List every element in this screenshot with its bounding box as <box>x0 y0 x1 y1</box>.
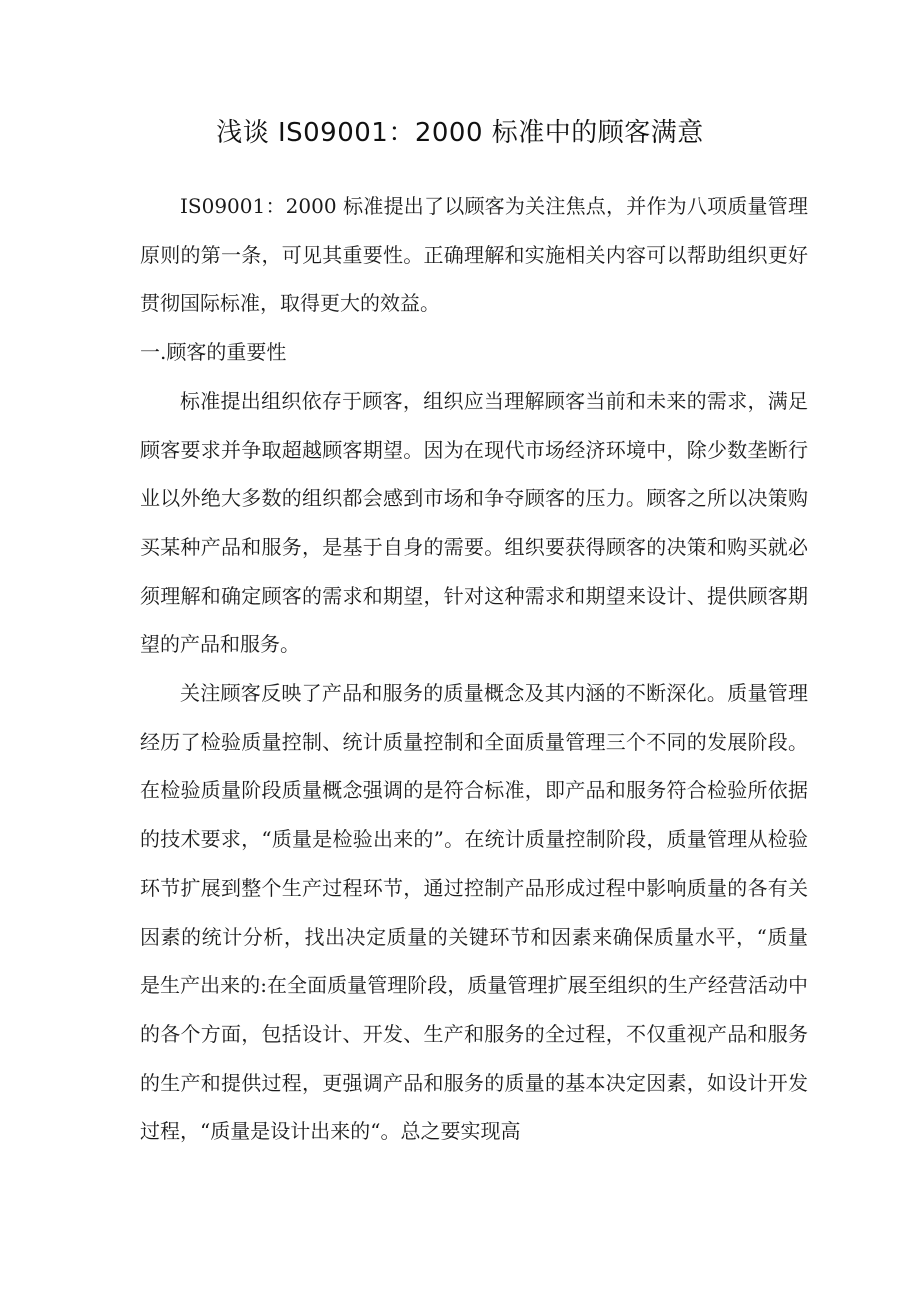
section-heading-1: 一.顾客的重要性 <box>140 340 287 365</box>
body-paragraph-2: 标准提出组织依存于顾客，组织应当理解顾客当前和未来的需求，满足顾客要求并争取超越顾客期望。因为在现代市场经济环境中，除少数垄断行业以外绝大多数的组织都会感到市场和争夺顾客的压力。顾客之所以决策购买某种产品和服务，是基于自身的需要。组织要获得顾客的决策和购买就必须理解和确定顾客的需求和期望，针对这种需求和期望来设计、提供顾客期望的产品和服务。 <box>140 388 808 657</box>
body-paragraph-1: IS09001：2000 标准提出了以顾客为关注焦点，并作为八项质量管理原则的第一条，可见其重要性。正确理解和实施相关内容可以帮助组织更好贯彻国际标准，取得更大的效益。 <box>140 194 808 316</box>
document-title: 浅谈 IS09001：2000 标准中的顾客满意 <box>216 118 704 148</box>
body-paragraph-3: 关注顾客反映了产品和服务的质量概念及其内涵的不断深化。质量管理经历了检验质量控制、统计质量控制和全面质量管理三个不同的发展阶段。在检验质量阶段质量概念强调的是符合标准，即产品和服务符合检验所依据的技术要求，“质量是检验出来的”。在统计质量控制阶段，质量管理从检验环节扩展到整个生产过程环节，通过控制产品形成过程中影响质量的各有关因素的统计分析，找出决定质量的关键环节和因素来确保质量水平，“质量是生产出来的:在全面质量管理阶段，质量管理扩展至组织的生产经营活动中的各个方面，包括设计、开发、生产和服务的全过程，不仅重视产品和服务的生产和提供过程，更强调产品和服务的质量的基本决定因素，如设计开发过程，“质量是设计出来的“。总之要实现高 <box>140 681 808 1144</box>
document-body <box>140 182 808 1156</box>
